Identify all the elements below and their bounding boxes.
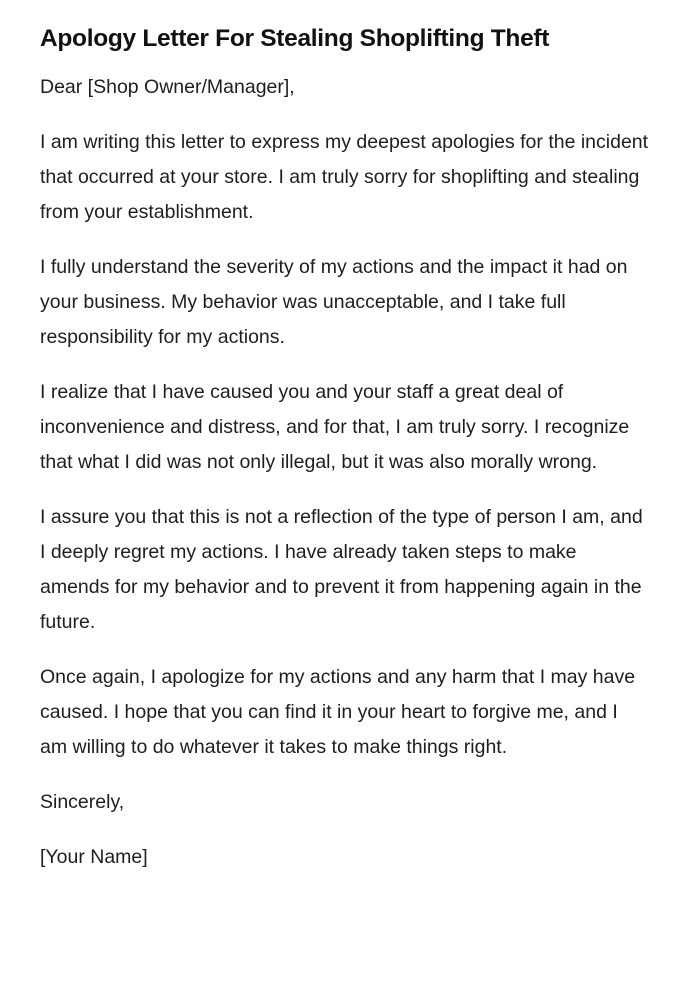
signature: [Your Name] <box>40 846 148 868</box>
paragraph-2: I fully understand the severity of my actions and the impact it had on your business. My behavior was unacceptable, and I take full responsibility for my actions. <box>40 256 628 348</box>
letter-title: Apology Letter For Stealing Shoplifting Theft <box>40 25 550 52</box>
closing: Sincerely, <box>40 791 125 813</box>
paragraph-3: I realize that I have caused you and your staff a great deal of inconvenience and distress, and for that, I am truly sorry. I recognize that what I did was not only illegal, but it was also morally wrong. <box>40 381 630 473</box>
paragraph-1: I am writing this letter to express my deepest apologies for the incident that occurred at your store. I am truly sorry for shoplifting and stealing from your establishment. <box>40 131 649 223</box>
letter-body <box>40 70 650 895</box>
paragraph-4: I assure you that this is not a reflection of the type of person I am, and I deeply regret my actions. I have already taken steps to make amends for my behavior and to prevent it from happening again in the future. <box>40 506 643 633</box>
salutation: Dear [Shop Owner/Manager], <box>40 76 295 98</box>
paragraph-5: Once again, I apologize for my actions and any harm that I may have caused. I hope that you can find it in your heart to forgive me, and I am willing to do whatever it takes to make things right. <box>40 666 636 758</box>
